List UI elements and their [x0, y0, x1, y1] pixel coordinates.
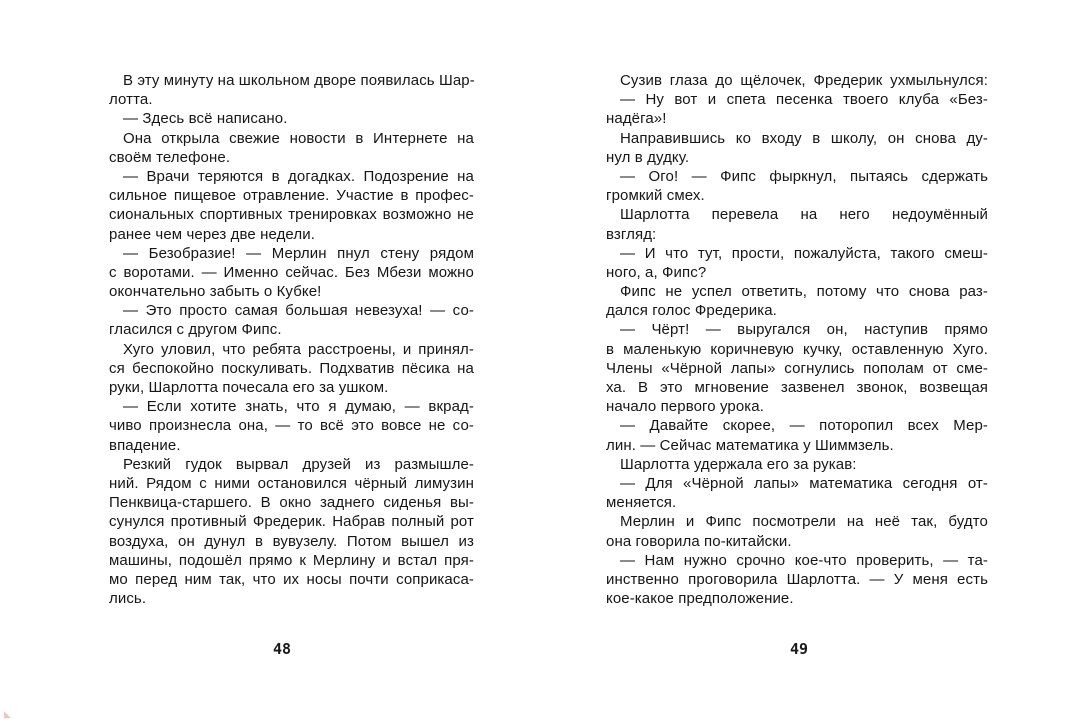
text-line: лин. — Сейчас математика у Шиммзель.	[606, 436, 894, 454]
text-line: ранее чем через две недели.	[109, 225, 315, 243]
text-line: лотта.	[109, 91, 153, 109]
text-line: инственно проговорила Шарлотта. — У меня есть	[606, 570, 988, 588]
text-line: Шарлотта удержала его за рукав:	[620, 455, 857, 473]
text-line: лись.	[109, 590, 147, 608]
text-line: нул в дудку.	[606, 148, 690, 166]
text-line: воздуха, он дунул в вувузелу. Потом вышел из	[109, 532, 474, 550]
text-line: В эту минуту на школьном дворе появилась Шар-	[123, 72, 475, 89]
text-line: мо перед ним так, что их носы почти соприкаса-	[109, 570, 474, 588]
text-line: — Чёрт! — выругался он, наступив прямо	[620, 321, 988, 339]
text-line: — Давайте скорее, — поторопил всех Мер-	[620, 417, 988, 435]
text-line: — Здесь всё написано.	[123, 110, 288, 128]
text-line: Фипс не успел ответить, потому что снова раз-	[620, 283, 988, 301]
text-line: своём телефоне.	[109, 148, 231, 166]
corner-print-mark: ◣	[4, 709, 11, 719]
text-line: меняется.	[606, 494, 677, 512]
text-line: — Безобразие! — Мерлин пнул стену рядом	[123, 244, 474, 262]
text-line: — И что тут, прости, пожалуйста, такого смеш-	[620, 244, 988, 262]
text-line: Мерлин и Фипс посмотрели на неё так, будто	[620, 513, 988, 531]
text-line: дался голос Фредерика.	[606, 302, 777, 320]
text-line: кое-какое предположение.	[606, 590, 794, 608]
text-line: Направившись ко входу в школу, он снова ду-	[620, 129, 988, 147]
text-line: гласился с другом Фипс.	[109, 321, 282, 339]
text-line: Резкий гудок вырвал друзей из размышле-	[123, 455, 474, 473]
text-line: сунулся противный Фредерик. Набрав полный рот	[109, 513, 474, 531]
text-line: Члены «Чёрной лапы» согнулись пополам от сме-	[606, 359, 988, 377]
text-line: — Это просто самая большая невезуха! — со-	[123, 302, 474, 320]
text-line: в маленькую коричневую кучку, оставленную Хуго.	[606, 340, 988, 358]
text-line: она говорила по-китайски.	[606, 532, 792, 550]
page-48-text	[109, 71, 474, 608]
page-49-text	[606, 71, 988, 608]
text-line: окончательно забыть о Кубке!	[109, 283, 322, 301]
text-line: — Врачи теряются в догадках. Подозрение на	[123, 167, 474, 185]
text-line: взгляд:	[606, 225, 657, 243]
text-line: — Если хотите знать, что я думаю, — вкрад-	[123, 398, 474, 416]
text-line: ха. В это мгновение зазвенел звонок, возвещая	[606, 379, 988, 396]
text-line: — Для «Чёрной лапы» математика сегодня от-	[620, 474, 988, 492]
text-line: Хуго уловил, что ребята расстроены, и принял-	[123, 340, 474, 358]
text-line: начало первого урока.	[606, 398, 765, 416]
text-line: сиональных спортивных тренировках возможно не	[109, 206, 474, 224]
text-line: Пенквица-старшего. В окно заднего сиденья вы-	[109, 494, 474, 512]
text-line: ного, а, Фипс?	[606, 263, 707, 281]
text-line: впадение.	[109, 436, 181, 454]
text-line: сильное пищевое отравление. Участие в профес-	[109, 187, 474, 205]
page-number-left: 48	[273, 640, 292, 658]
text-line: — Ого! — Фипс фыркнул, пытаясь сдержать	[620, 167, 988, 185]
text-line: надёга»!	[606, 110, 667, 128]
text-line: ний. Рядом с ними остановился чёрный лимузин	[109, 474, 474, 492]
page-number-right: 49	[790, 640, 809, 658]
text-line: Сузив глаза до щёлочек, Фредерик ухмыльнулся:	[620, 72, 988, 89]
text-line: ся беспокойно поскуливать. Подхватив пёсика на	[109, 359, 474, 377]
text-line: машины, подошёл прямо к Мерлину и встал пря-	[109, 551, 474, 569]
text-line: с воротами. — Именно сейчас. Без Мбези можно	[109, 263, 474, 281]
text-line: руки, Шарлотта почесала его за ушком.	[109, 379, 389, 396]
text-line: — Нам нужно срочно кое-что проверить, — та-	[620, 551, 988, 569]
text-line: чиво произнесла она, — то всё это вовсе не со-	[109, 417, 474, 435]
text-line: Шарлотта перевела на него недоумённый	[620, 206, 988, 224]
text-line: громкий смех.	[606, 187, 705, 205]
text-line: — Ну вот и спета песенка твоего клуба «Без-	[620, 91, 988, 109]
text-line: Она открыла свежие новости в Интернете на	[123, 129, 474, 147]
